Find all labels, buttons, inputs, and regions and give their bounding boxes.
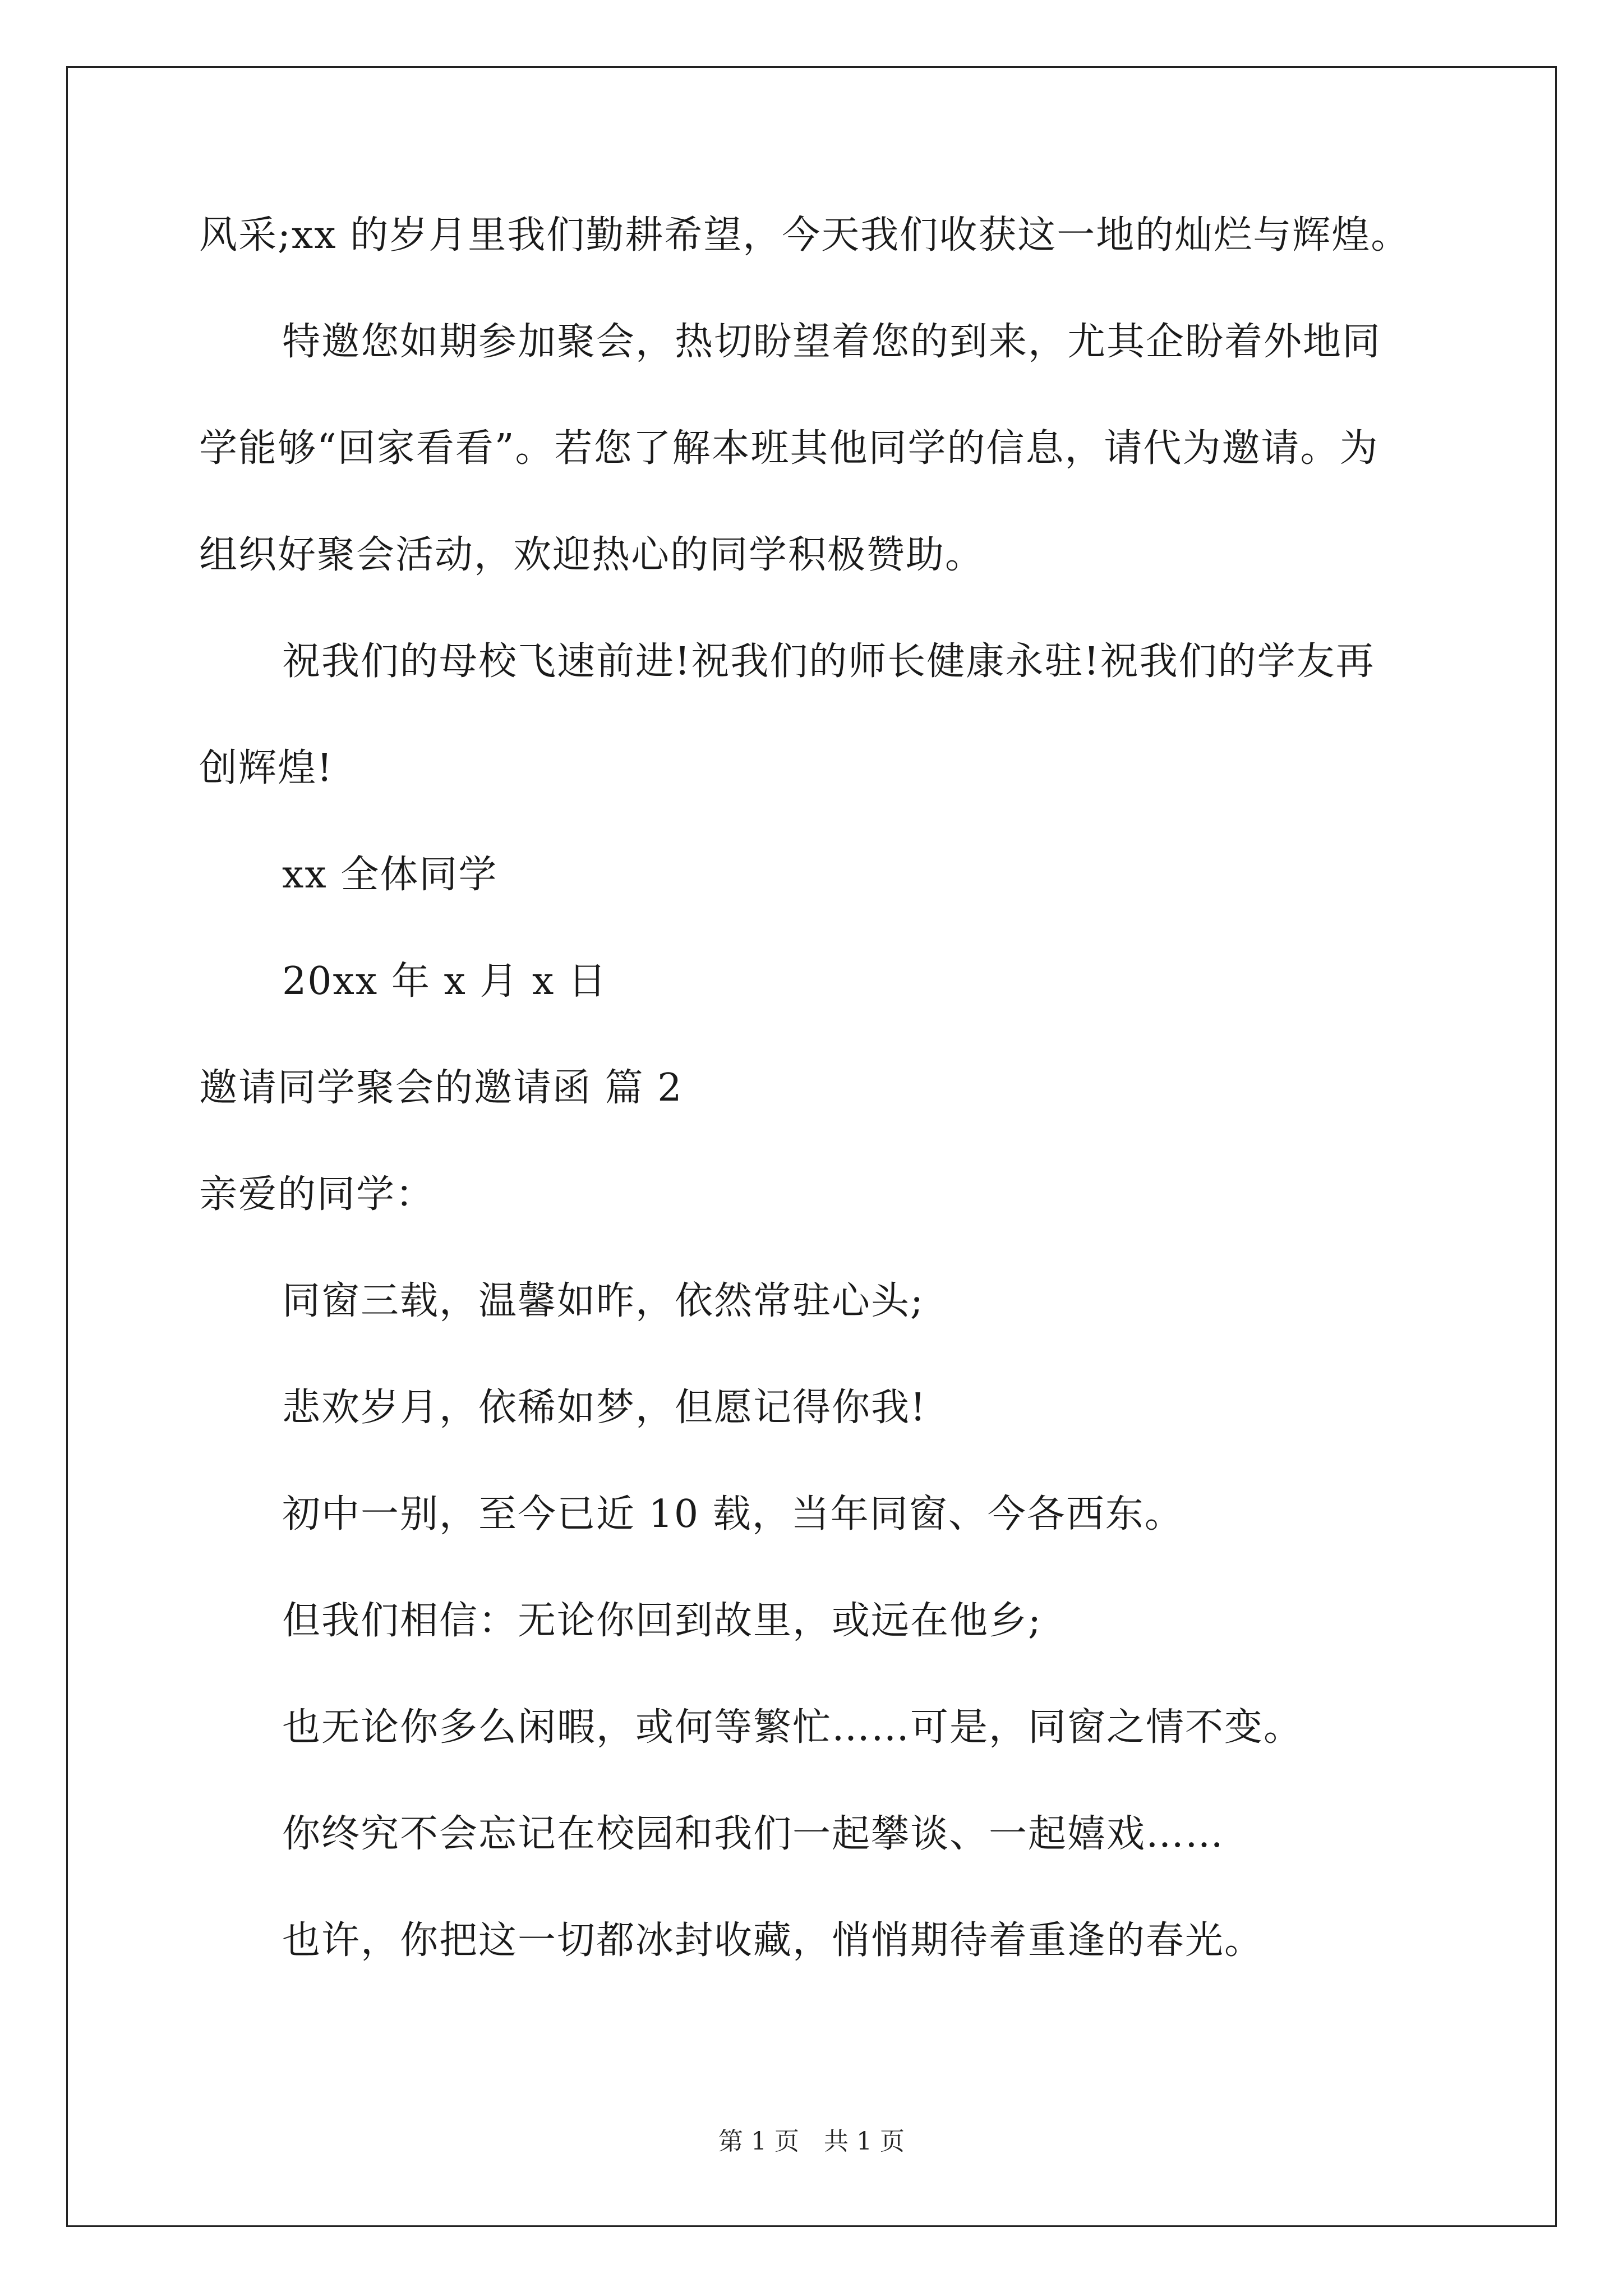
text-line: 初中一别，至今已近 10 载，当年同窗、今各西东。 — [282, 1492, 1184, 1536]
page-number-label: 第 1 页 共 1 页 — [718, 2127, 905, 2156]
text-line: 悲欢岁月，依稀如梦，但愿记得你我! — [282, 1386, 927, 1430]
text-line: 特邀您如期参加聚会，热切盼望着您的到来，尤其企盼着外地同 — [282, 320, 1382, 364]
section-heading: 邀请同学聚会的邀请函 篇 2 — [199, 1066, 683, 1110]
text-line: 组织好聚会活动，欢迎热心的同学积极赞助。 — [199, 533, 985, 577]
text-line: 你终究不会忘记在校园和我们一起攀谈、一起嬉戏…… — [282, 1812, 1225, 1856]
salutation: 亲爱的同学： — [199, 1172, 435, 1217]
date-line: 20xx 年 x 月 x 日 — [282, 959, 608, 1004]
text-line: 但我们相信：无论你回到故里，或远在他乡; — [282, 1599, 1042, 1643]
text-line: 学能够“回家看看”。若您了解本班其他同学的信息，请代为邀请。为 — [199, 426, 1379, 471]
text-line: 祝我们的母校飞速前进!祝我们的师长健康永驻!祝我们的学友再 — [282, 639, 1375, 684]
page-footer — [0, 2126, 1623, 2157]
signature: xx 全体同学 — [282, 853, 498, 897]
text-line: 也无论你多么闲暇，或何等繁忙……可是，同窗之情不变。 — [282, 1705, 1303, 1750]
page-frame — [66, 66, 1557, 2227]
text-line: 也许，你把这一切都冰封收藏，悄悄期待着重逢的春光。 — [282, 1918, 1264, 1963]
text-line: 创辉煌! — [199, 746, 334, 790]
text-line: 风采;xx 的岁月里我们勤耕希望，今天我们收获这一地的灿烂与辉煌。 — [199, 213, 1410, 257]
text-line: 同窗三载，温馨如昨，依然常驻心头; — [282, 1279, 924, 1323]
